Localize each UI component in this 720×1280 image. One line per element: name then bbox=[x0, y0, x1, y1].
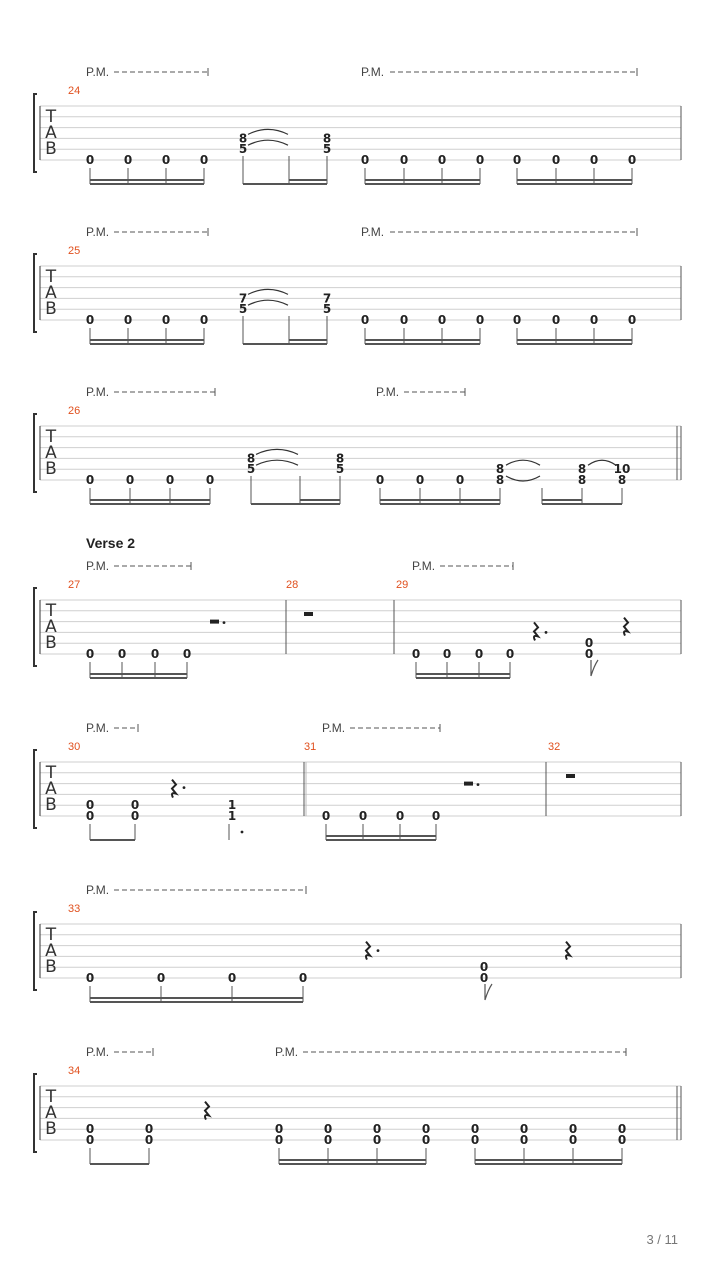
fret-number: 0 bbox=[165, 473, 175, 487]
tie-arc bbox=[248, 140, 288, 145]
section-title: Verse 2 bbox=[86, 535, 136, 551]
rhythm-dot bbox=[183, 786, 186, 789]
measure-number: 33 bbox=[68, 903, 81, 915]
fret-number: 0 bbox=[130, 798, 140, 813]
fret-number: 7 bbox=[322, 291, 332, 306]
fret-number: 0 bbox=[395, 809, 405, 823]
fret-number: 0 bbox=[470, 1133, 480, 1147]
fret-number: 0 bbox=[551, 313, 561, 327]
fret-number: 8 bbox=[322, 131, 332, 146]
measure-number: 27 bbox=[68, 579, 81, 591]
fret-number: 0 bbox=[130, 809, 140, 823]
fret-number: 0 bbox=[85, 798, 95, 813]
fret-number: 0 bbox=[479, 960, 489, 975]
fret-number: 0 bbox=[199, 153, 209, 167]
measure-number: 26 bbox=[68, 405, 81, 417]
tab-clef-letter: A bbox=[45, 443, 57, 463]
tie-arc bbox=[248, 129, 288, 134]
palm-mute-label: P.M. bbox=[86, 65, 110, 79]
fret-number: 0 bbox=[144, 1133, 154, 1147]
fret-number: 0 bbox=[421, 1133, 431, 1147]
fret-number: 0 bbox=[475, 153, 485, 167]
fret-number: 0 bbox=[589, 153, 599, 167]
fret-number: 0 bbox=[455, 473, 465, 487]
measure-number: 31 bbox=[304, 741, 317, 753]
system-bracket bbox=[34, 750, 37, 828]
fret-number: 0 bbox=[437, 313, 447, 327]
palm-mute-label: P.M. bbox=[361, 225, 385, 239]
tab-clef-letter: T bbox=[45, 1087, 57, 1107]
fret-number: 0 bbox=[182, 647, 192, 661]
system-bracket bbox=[34, 414, 37, 492]
measure-number: 30 bbox=[68, 741, 81, 753]
fret-number: 1 bbox=[227, 798, 237, 813]
fret-number: 5 bbox=[322, 142, 332, 157]
fret-number: 0 bbox=[479, 971, 489, 985]
fret-number: 5 bbox=[238, 302, 248, 317]
fret-number: 5 bbox=[322, 302, 332, 317]
system-bracket bbox=[34, 588, 37, 666]
palm-mute-label: P.M. bbox=[376, 385, 400, 399]
fret-number: 0 bbox=[274, 1122, 284, 1137]
rhythm-dot bbox=[377, 949, 380, 952]
fret-number: 10 bbox=[613, 462, 631, 477]
fret-number: 0 bbox=[519, 1122, 529, 1137]
fret-number: 0 bbox=[321, 809, 331, 823]
half-rest bbox=[210, 620, 219, 624]
system-bracket bbox=[34, 254, 37, 332]
fret-number: 0 bbox=[123, 153, 133, 167]
palm-mute-label: P.M. bbox=[275, 1045, 299, 1059]
tab-clef-letter: A bbox=[45, 1103, 57, 1123]
fret-number: 0 bbox=[117, 647, 127, 661]
fret-number: 0 bbox=[360, 313, 370, 327]
palm-mute-label: P.M. bbox=[86, 721, 110, 735]
measure-number: 32 bbox=[548, 741, 561, 753]
tie-arc bbox=[256, 449, 298, 454]
tab-clef-letter: B bbox=[45, 957, 57, 977]
fret-number: 0 bbox=[274, 1133, 284, 1147]
fret-number: 5 bbox=[238, 142, 248, 157]
half-rest bbox=[566, 774, 575, 778]
fret-number: 8 bbox=[617, 473, 627, 487]
fret-number: 0 bbox=[360, 153, 370, 167]
fret-number: 0 bbox=[358, 809, 368, 823]
fret-number: 0 bbox=[551, 153, 561, 167]
fret-number: 0 bbox=[568, 1122, 578, 1137]
palm-mute-label: P.M. bbox=[412, 559, 436, 573]
tab-clef-letter: T bbox=[45, 267, 57, 287]
palm-mute-label: P.M. bbox=[86, 225, 110, 239]
fret-number: 0 bbox=[399, 153, 409, 167]
fret-number: 0 bbox=[323, 1122, 333, 1137]
quarter-rest bbox=[205, 1102, 209, 1120]
fret-number: 0 bbox=[85, 809, 95, 823]
fret-number: 0 bbox=[156, 971, 166, 985]
tab-clef-letter: T bbox=[45, 925, 57, 945]
measure-number: 28 bbox=[286, 579, 299, 591]
system-bracket bbox=[34, 94, 37, 172]
measure-number: 29 bbox=[396, 579, 409, 591]
fret-number: 0 bbox=[470, 1122, 480, 1137]
palm-mute-label: P.M. bbox=[86, 1045, 110, 1059]
fret-number: 8 bbox=[577, 462, 587, 477]
fret-number: 8 bbox=[577, 473, 587, 487]
fret-number: 0 bbox=[431, 809, 441, 823]
palm-mute-label: P.M. bbox=[322, 721, 346, 735]
fret-number: 0 bbox=[399, 313, 409, 327]
tab-clef-letter: B bbox=[45, 459, 57, 479]
tab-clef-letter: A bbox=[45, 123, 57, 143]
rhythm-dot bbox=[241, 831, 244, 834]
tab-clef-letter: A bbox=[45, 941, 57, 961]
half-rest bbox=[464, 782, 473, 786]
fret-number: 0 bbox=[437, 153, 447, 167]
fret-number: 0 bbox=[85, 313, 95, 327]
fret-number: 0 bbox=[85, 153, 95, 167]
fret-number: 8 bbox=[335, 451, 345, 466]
fret-number: 0 bbox=[519, 1133, 529, 1147]
tab-clef-letter: A bbox=[45, 617, 57, 637]
page-number: 3 / 11 bbox=[646, 1232, 678, 1247]
fret-number: 0 bbox=[584, 647, 594, 661]
tie-arc bbox=[256, 460, 298, 465]
measure-number: 34 bbox=[68, 1065, 81, 1077]
fret-number: 0 bbox=[205, 473, 215, 487]
tab-clef-letter: A bbox=[45, 283, 57, 303]
fret-number: 0 bbox=[85, 1122, 95, 1137]
tab-clef-letter: A bbox=[45, 779, 57, 799]
tab-clef-letter: T bbox=[45, 763, 57, 783]
half-rest bbox=[304, 612, 313, 616]
tie-arc bbox=[588, 460, 616, 465]
fret-number: 0 bbox=[144, 1122, 154, 1137]
fret-number: 0 bbox=[589, 313, 599, 327]
tie-arc bbox=[506, 460, 540, 465]
tab-clef-letter: T bbox=[45, 427, 57, 447]
fret-number: 0 bbox=[372, 1133, 382, 1147]
measure-number: 25 bbox=[68, 245, 81, 257]
fret-number: 0 bbox=[123, 313, 133, 327]
quarter-rest bbox=[534, 622, 538, 640]
fret-number: 0 bbox=[85, 1133, 95, 1147]
fret-number: 0 bbox=[199, 313, 209, 327]
rhythm-dot bbox=[477, 783, 480, 786]
fret-number: 7 bbox=[238, 291, 248, 306]
fret-number: 0 bbox=[161, 313, 171, 327]
fret-number: 0 bbox=[85, 971, 95, 985]
fret-number: 0 bbox=[411, 647, 421, 661]
fret-number: 5 bbox=[246, 462, 256, 477]
fret-number: 0 bbox=[512, 153, 522, 167]
palm-mute-label: P.M. bbox=[86, 385, 110, 399]
tab-clef-letter: T bbox=[45, 601, 57, 621]
tab-clef-letter: T bbox=[45, 107, 57, 127]
eighth-flag bbox=[485, 984, 492, 1000]
fret-number: 0 bbox=[298, 971, 308, 985]
eighth-flag bbox=[591, 660, 598, 676]
fret-number: 5 bbox=[335, 462, 345, 477]
measure-number: 24 bbox=[68, 85, 81, 97]
fret-number: 0 bbox=[617, 1133, 627, 1147]
tab-clef-letter: B bbox=[45, 633, 57, 653]
fret-number: 0 bbox=[85, 647, 95, 661]
fret-number: 8 bbox=[495, 462, 505, 477]
tab-clef-letter: B bbox=[45, 795, 57, 815]
fret-number: 0 bbox=[375, 473, 385, 487]
fret-number: 0 bbox=[372, 1122, 382, 1137]
rhythm-dot bbox=[223, 621, 226, 624]
tab-clef-letter: B bbox=[45, 299, 57, 319]
rhythm-dot bbox=[545, 631, 548, 634]
tie-arc bbox=[248, 300, 288, 305]
fret-number: 0 bbox=[442, 647, 452, 661]
fret-number: 1 bbox=[227, 809, 237, 823]
fret-number: 0 bbox=[421, 1122, 431, 1137]
tab-staff-7 bbox=[34, 1074, 681, 1152]
tie-arc bbox=[248, 289, 288, 294]
fret-number: 0 bbox=[125, 473, 135, 487]
fret-number: 0 bbox=[617, 1122, 627, 1137]
fret-number: 0 bbox=[85, 473, 95, 487]
tab-clef-letter: B bbox=[45, 1119, 57, 1139]
fret-number: 0 bbox=[161, 153, 171, 167]
fret-number: 0 bbox=[512, 313, 522, 327]
palm-mute-label: P.M. bbox=[86, 559, 110, 573]
palm-mute-label: P.M. bbox=[361, 65, 385, 79]
fret-number: 0 bbox=[227, 971, 237, 985]
fret-number: 8 bbox=[246, 451, 256, 466]
fret-number: 0 bbox=[474, 647, 484, 661]
fret-number: 8 bbox=[238, 131, 248, 146]
fret-number: 0 bbox=[627, 313, 637, 327]
fret-number: 0 bbox=[584, 636, 594, 651]
fret-number: 8 bbox=[495, 473, 505, 487]
tab-staff-6 bbox=[34, 912, 681, 990]
system-bracket bbox=[34, 912, 37, 990]
fret-number: 0 bbox=[150, 647, 160, 661]
system-bracket bbox=[34, 1074, 37, 1152]
fret-number: 0 bbox=[475, 313, 485, 327]
tab-clef-letter: B bbox=[45, 139, 57, 159]
fret-number: 0 bbox=[323, 1133, 333, 1147]
fret-number: 0 bbox=[627, 153, 637, 167]
fret-number: 0 bbox=[505, 647, 515, 661]
fret-number: 0 bbox=[415, 473, 425, 487]
palm-mute-label: P.M. bbox=[86, 883, 110, 897]
fret-number: 0 bbox=[568, 1133, 578, 1147]
